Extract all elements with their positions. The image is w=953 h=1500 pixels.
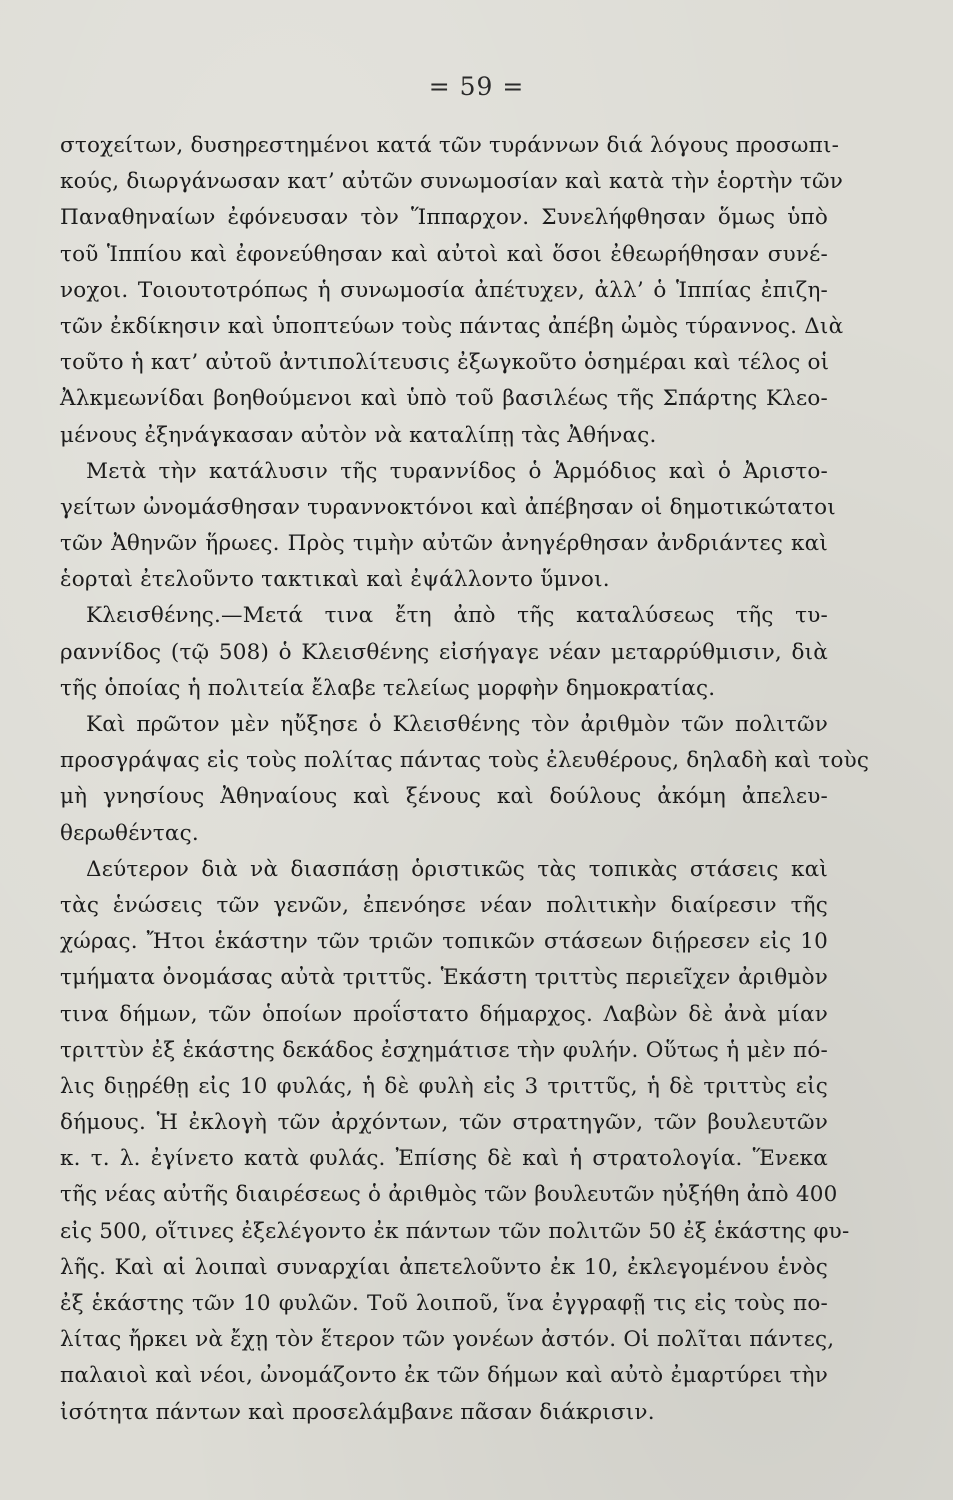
text-line: Μετὰ τὴν κατάλυσιν τῆς τυραννίδος ὁ Ἁρμόδιος καὶ ὁ Ἀριστο-: [86, 458, 828, 484]
text-line: θερωθέντας.: [60, 820, 199, 846]
text-line: ραννίδος (τῷ 508) ὁ Κλεισθένης εἰσήγαγε νέαν μεταρρύθμισιν, διὰ: [60, 639, 828, 665]
text-line: εἰς 500, οἵτινες ἐξελέγοντο ἐκ πάντων τῶν πολιτῶν 50 ἐξ ἑκάστης φυ-: [60, 1218, 850, 1244]
text-line: μὴ γνησίους Ἀθηναίους καὶ ξένους καὶ δούλους ἀκόμη ἀπελευ-: [60, 784, 828, 810]
text-line: Ἀλκμεωνίδαι βοηθούμενοι καὶ ὑπὸ τοῦ βασιλέως τῆς Σπάρτης Κλεο-: [60, 386, 828, 412]
text-line: προσγράψας εἰς τοὺς πολίτας πάντας τοὺς ἐλευθέρους, δηλαδὴ καὶ τοὺς: [60, 748, 870, 774]
text-line: Παναθηναίων ἐφόνευσαν τὸν Ἵππαρχον. Συνελήφθησαν ὅμως ὑπὸ: [60, 205, 828, 231]
text-line: τοῦτο ἡ κατ’ αὐτοῦ ἀντιπολίτευσις ἐξωγκοῦτο ὁσημέραι καὶ τέλος οἱ: [60, 350, 830, 376]
text-line: γείτων ὠνομάσθησαν τυραννοκτόνοι καὶ ἀπέβησαν οἱ δημοτικώτατοι: [60, 494, 836, 520]
text-line: ἰσότητα πάντων καὶ προσελάμβανε πᾶσαν διάκρισιν.: [60, 1399, 655, 1425]
text-line: τῶν Ἀθηνῶν ἥρωες. Πρὸς τιμὴν αὐτῶν ἀνηγέρθησαν ἀνδριάντες καὶ: [60, 531, 828, 557]
text-line: δήμους. Ἡ ἐκλογὴ τῶν ἀρχόντων, τῶν στρατηγῶν, τῶν βουλευτῶν: [60, 1110, 828, 1136]
text-line: τὰς ἑνώσεις τῶν γενῶν, ἐπενόησε νέαν πολιτικὴν διαίρεσιν τῆς: [60, 892, 828, 918]
text-line: λίτας ἤρκει νὰ ἔχῃ τὸν ἕτερον τῶν γονέων ἀστόν. Οἱ πολῖται πάντες,: [60, 1327, 835, 1353]
text-line: παλαιοὶ καὶ νέοι, ὠνομάζοντο ἐκ τῶν δήμων καὶ αὐτὸ ἐμαρτύρει τὴν: [60, 1363, 828, 1389]
text-line: τῶν ἐκδίκησιν καὶ ὑποπτεύων τοὺς πάντας ἀπέβη ὠμὸς τύραννος. Διὰ: [60, 313, 844, 339]
text-line: νοχοι. Τοιουτοτρόπως ἡ συνωμοσία ἀπέτυχεν, ἀλλ’ ὁ Ἱππίας ἐπιζη-: [60, 277, 828, 303]
page-number: = 59 =: [428, 72, 525, 101]
text-line: Δεύτερον διὰ νὰ διασπάσῃ ὁριστικῶς τὰς τοπικὰς στάσεις καὶ: [86, 856, 828, 882]
text-line: χώρας. Ἤτοι ἑκάστην τῶν τριῶν τοπικῶν στάσεων διῄρεσεν εἰς 10: [60, 929, 828, 955]
text-line: τῆς νέας αὐτῆς διαιρέσεως ὁ ἀριθμὸς τῶν βουλευτῶν ηὐξήθη ἀπὸ 400: [60, 1182, 838, 1208]
text-line: Κλεισθένης.—Μετά τινα ἔτη ἀπὸ τῆς καταλύσεως τῆς τυ-: [86, 603, 828, 629]
text-line: μένους ἐξηνάγκασαν αὐτὸν νὰ καταλίπῃ τὰς Ἀθήνας.: [60, 422, 657, 448]
text-line: ἑορταὶ ἐτελοῦντο τακτικαὶ καὶ ἐψάλλοντο ὕμνοι.: [60, 567, 610, 593]
text-line: κ. τ. λ. ἐγίνετο κατὰ φυλάς. Ἐπίσης δὲ καὶ ἡ στρατολογία. Ἕνεκα: [60, 1146, 828, 1172]
text-line: κούς, διωργάνωσαν κατ’ αὐτῶν συνωμοσίαν καὶ κατὰ τὴν ἑορτὴν τῶν: [60, 169, 844, 195]
text-line: τινα δήμων, τῶν ὁποίων προΐστατο δήμαρχος. Λαβὼν δὲ ἀνὰ μίαν: [60, 1001, 828, 1027]
text-line: Καὶ πρῶτον μὲν ηὔξησε ὁ Κλεισθένης τὸν ἀριθμὸν τῶν πολιτῶν: [86, 712, 828, 737]
text-line: τριττὺν ἐξ ἑκάστης δεκάδος ἐσχημάτισε τὴν φυλήν. Οὕτως ἡ μὲν πό-: [60, 1037, 828, 1063]
text-line: τοῦ Ἱππίου καὶ ἐφονεύθησαν καὶ αὐτοὶ καὶ ὅσοι ἐθεωρήθησαν συνέ-: [60, 241, 828, 267]
text-line: τμήματα ὀνομάσας αὐτὰ τριττῦς. Ἑκάστη τριττὺς περιεῖχεν ἀριθμὸν: [60, 965, 828, 991]
body-text: [60, 128, 870, 1431]
text-line: λις διῃρέθῃ εἰς 10 φυλάς, ἡ δὲ φυλὴ εἰς 3 τριττῦς, ἡ δὲ τριττὺς εἰς: [60, 1073, 828, 1099]
text-line: τῆς ὁποίας ἡ πολιτεία ἔλαβε τελείως μορφὴν δημοκρατίας.: [60, 675, 716, 701]
text-line: ἐξ ἑκάστης τῶν 10 φυλῶν. Τοῦ λοιποῦ, ἵνα ἐγγραφῇ τις εἰς τοὺς πο-: [60, 1291, 828, 1316]
text-line: στοχείτων, δυσηρεστημένοι κατά τῶν τυράννων διά λόγους προσωπι-: [60, 133, 840, 158]
text-line: λῆς. Καὶ αἱ λοιπαὶ συναρχίαι ἀπετελοῦντο ἐκ 10, ἐκλεγομένου ἑνὸς: [60, 1254, 828, 1280]
